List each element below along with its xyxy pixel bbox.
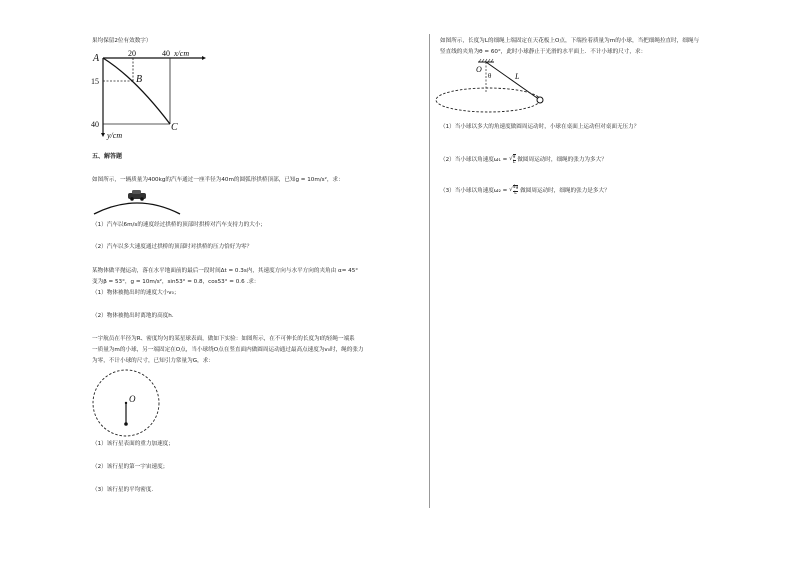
- trajectory-curve: [103, 58, 170, 124]
- x-tick-40: 40: [162, 49, 170, 58]
- q3-sub2: （2）该行星的第一宇宙速度；: [92, 464, 169, 470]
- conical-pendulum-figure: [434, 58, 554, 120]
- q4-sub2-pre: （2）当小球以角速度ω₁ =: [440, 157, 508, 163]
- x-tick-20: 20: [128, 49, 136, 58]
- ball: [537, 97, 543, 103]
- q1-sub1: （1）汽车以6m/s的速度经过拱桥的顶部时拱桥对汽车支持力的大小；: [92, 222, 266, 228]
- y-tick-15: 15: [91, 77, 99, 86]
- q3-line2: 一质量为m的小球，另一端固定在O点，当小球绕O点在竖直面内做圆周运动通过最高点速度为v₀时，绳的张力: [92, 347, 364, 353]
- q4-sub3-post: 做圆周运动时，细绳的张力是多大？: [520, 188, 610, 194]
- q4-sub2: [440, 154, 607, 165]
- q4-line1: 如图所示，长度为L的细绳上端固定在天花板上O点，下端拴着质量为m的小球，当把细绳拉直时，细绳与: [440, 38, 700, 44]
- label-c: C: [171, 122, 178, 133]
- label-l: L: [515, 72, 520, 81]
- y-axis-arrow: [101, 133, 105, 137]
- orbit-ellipse: [436, 88, 540, 112]
- top-note: 果均保留2位有效数字）: [92, 38, 152, 44]
- q4-line2: 竖直线的夹角为θ = 60°，此时小球静止于光滑的水平面上．不计小球的尺寸，求：: [440, 49, 647, 55]
- q2-line2: 变为β = 53°，g = 10m/s²，sin53° = 0.8，cos53° = 0.6 .求：: [92, 279, 260, 285]
- q3-sub3: （3）该行星的平均密度.: [92, 487, 154, 493]
- ball: [124, 422, 128, 426]
- label-o-circle: O: [129, 394, 136, 404]
- q2-sub2: （2）物体被抛出时离地的高度h.: [92, 313, 174, 319]
- q1-sub2: （2）汽车以多大速度通过拱桥的顶部时对拱桥的压力恰好为零？: [92, 244, 253, 250]
- q3-line1: 一宇航员在半径为R、密度均匀的某星球表面，做如下实验：如图所示，在不可伸长的长度为l的轻绳一端系: [92, 336, 355, 342]
- pivot-point: [125, 402, 127, 404]
- q4-sub2-sqrt: √ g L: [509, 154, 516, 165]
- label-o: O: [476, 65, 482, 74]
- q3-line3: 为零，不计小球的尺寸，已知引力常量为G，求：: [92, 358, 214, 364]
- q3-sub1: （1）该行星表面的重力加速度；: [92, 441, 174, 447]
- bridge-figure: [92, 188, 182, 218]
- x-unit: x/cm: [174, 49, 190, 58]
- q4-sub2-post: 做圆周运动时，细绳的张力为多大？: [517, 157, 607, 163]
- q4-sub3-pre: （3）当小球以角速度ω₂ =: [440, 188, 508, 194]
- y-tick-40: 40: [91, 120, 99, 129]
- column-divider: [429, 34, 430, 508]
- car-icon: [128, 190, 146, 201]
- q2-sub1: （1）物体被抛出时的速度大小v₀；: [92, 290, 180, 296]
- string-l: [486, 62, 540, 100]
- label-theta: θ: [488, 72, 492, 80]
- q4-sub3-sqrt: √ 4g L: [509, 185, 519, 196]
- x-axis-arrow: [202, 56, 206, 60]
- section-title: 五、解答题: [92, 153, 123, 160]
- y-unit: y/cm: [107, 131, 123, 140]
- trajectory-graph: [90, 48, 210, 138]
- q4-sub3: [440, 185, 610, 196]
- bridge-arc: [94, 203, 180, 214]
- q1-stem: 如图所示，一辆质量为400kg的汽车通过一座半径为40m的圆弧形拱桥顶部，已知g = 10m/s²，求：: [92, 177, 344, 183]
- q4-sub1: （1）当小球以多大的角速度做圆周运动时，小球在桌面上运动但对桌面无压力？: [440, 124, 640, 130]
- label-b: B: [136, 74, 143, 85]
- q2-line1: 某物体做平抛运动，落在水平地面前的最后一段时间Δt = 0.3s内，其速度方向与水平方向的夹角由 α= 45°: [92, 268, 359, 274]
- vertical-circle-figure: [90, 367, 162, 439]
- label-a: A: [93, 53, 100, 64]
